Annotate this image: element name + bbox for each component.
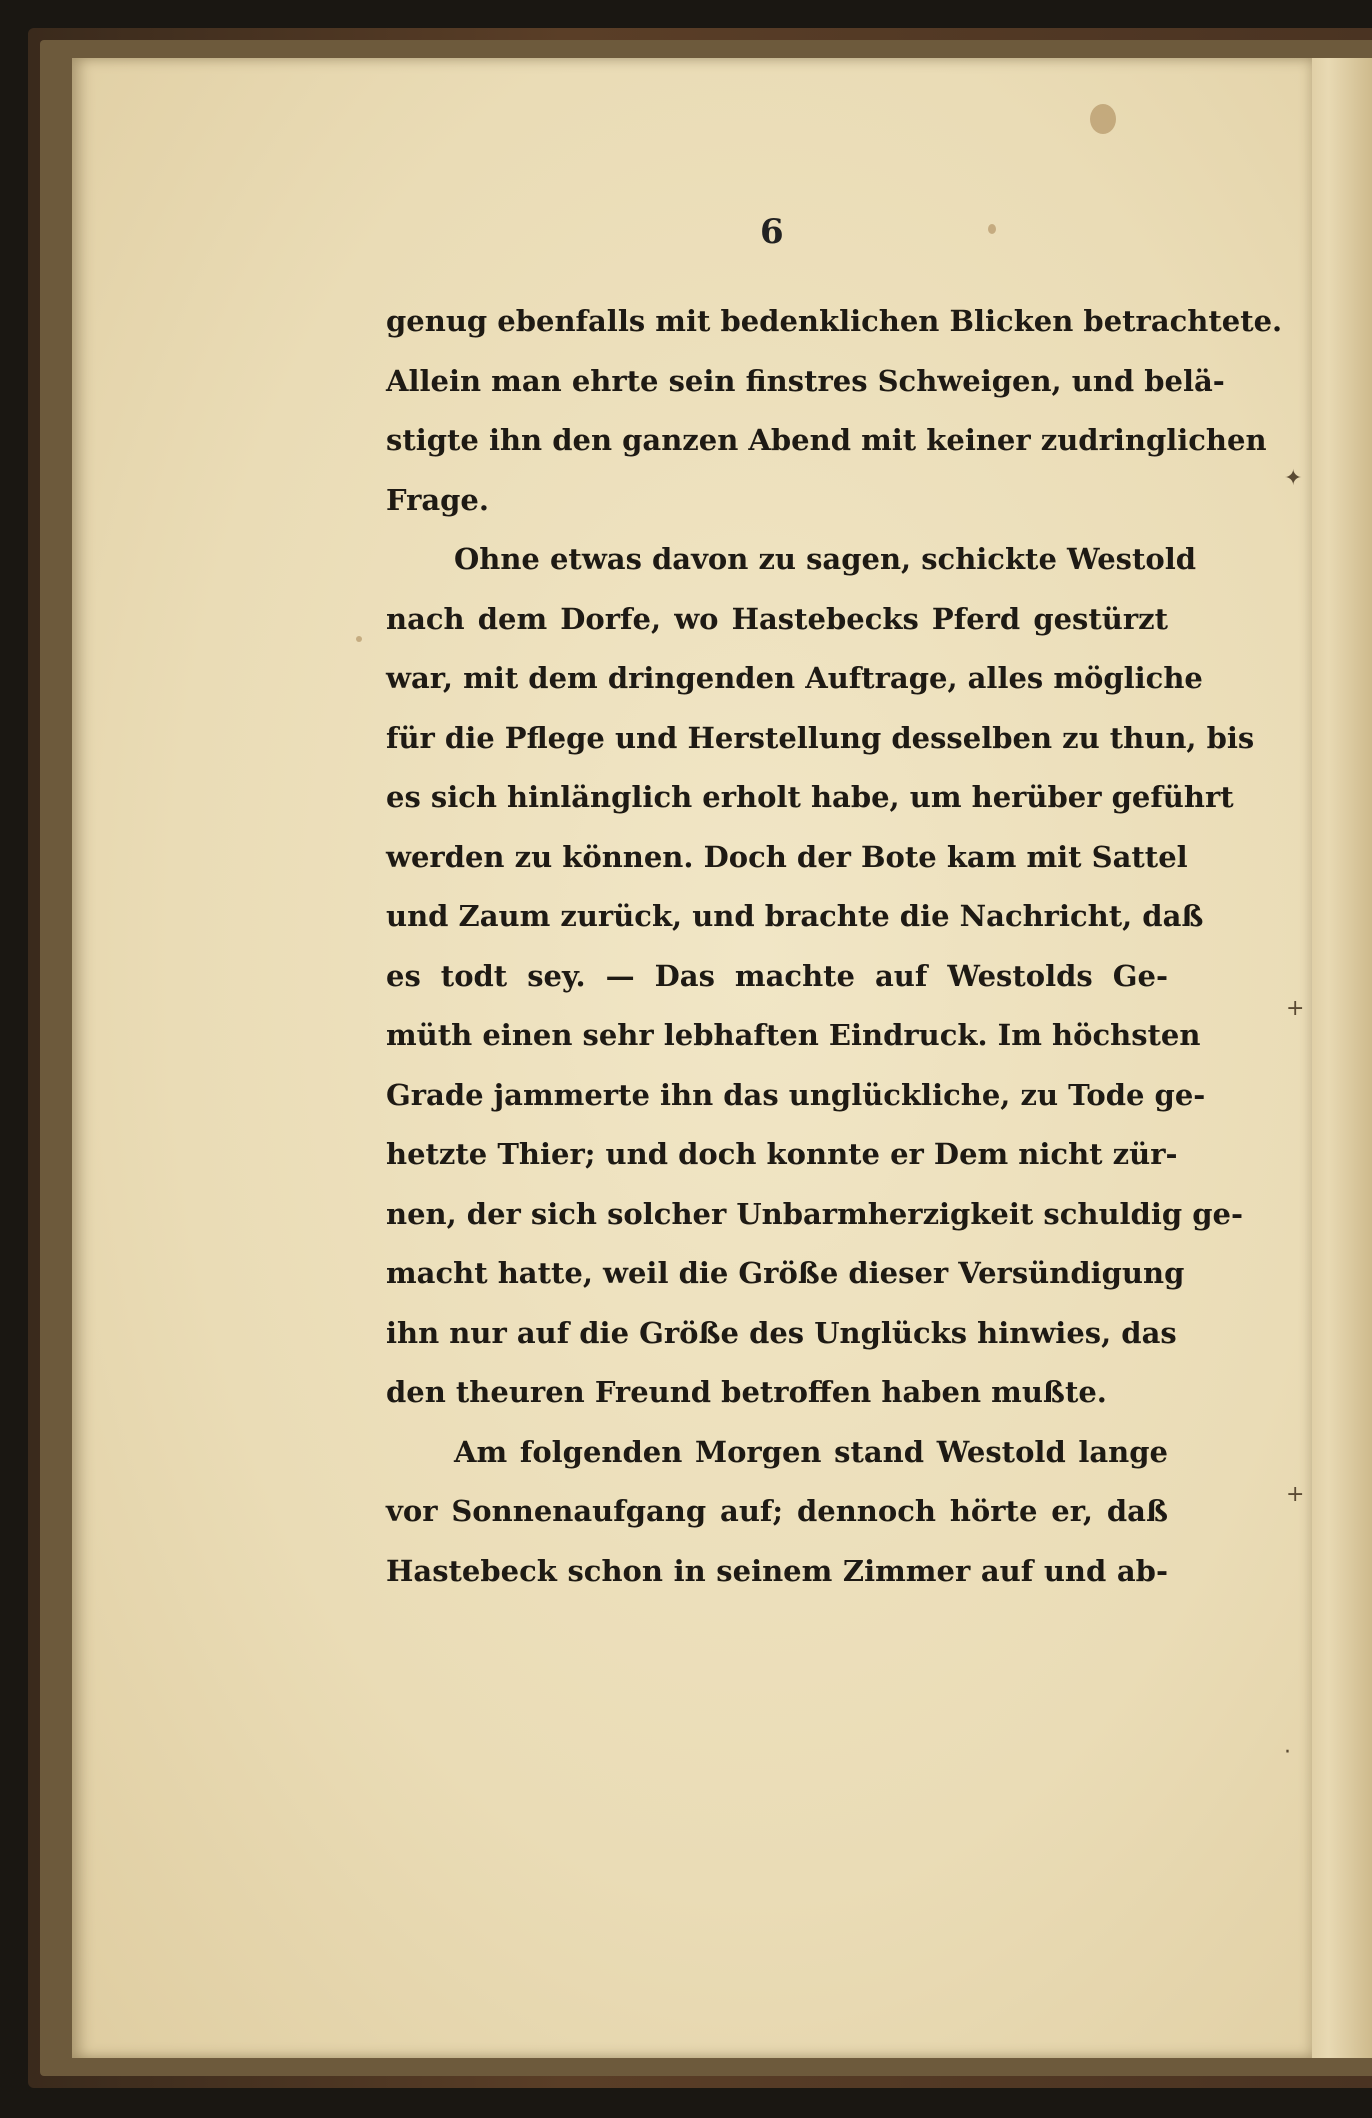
margin-mark: ✦: [1284, 466, 1303, 491]
text-line: vor Sonnenaufgang auf; dennoch hörte er, daß: [386, 1494, 1168, 1528]
margin-mark: +: [1286, 1482, 1305, 1507]
text-line: nen, der sich solcher Unbarmherzigkeit schuldig ge-: [386, 1196, 1243, 1231]
text-line: genug ebenfalls mit bedenklichen Blicken betrachtete.: [386, 304, 1283, 338]
paragraph: [386, 530, 1255, 1423]
text-line: hetzte Thier; und doch konnte er Dem nicht zür-: [386, 1137, 1178, 1171]
foxing-spot: [988, 224, 996, 234]
body-text: [386, 292, 1283, 1601]
text-line: stigte ihn den ganzen Abend mit keiner zudringlichen: [386, 423, 1267, 457]
page-number: 6: [760, 212, 784, 252]
margin-mark: +: [1286, 996, 1305, 1021]
text-line: macht hatte, weil die Größe dieser Versündigung: [386, 1256, 1185, 1290]
text-line: Frage.: [386, 482, 489, 517]
text-line: werden zu können. Doch der Bote kam mit Sattel: [386, 839, 1188, 874]
text-line: Grade jammerte ihn das unglückliche, zu Tode ge-: [386, 1077, 1206, 1112]
text-line: war, mit dem dringenden Auftrage, alles mögliche: [386, 661, 1203, 695]
text-line: Am folgenden Morgen stand Westold lange: [454, 1434, 1168, 1469]
text-line: müth einen sehr lebhaften Eindruck. Im höchsten: [386, 1018, 1201, 1052]
text-line: nach dem Dorfe, wo Hastebecks Pferd gestürzt: [386, 601, 1168, 636]
text-line: für die Pflege und Herstellung desselben zu thun, bis: [386, 720, 1255, 755]
paragraph: [386, 292, 1283, 530]
paragraph: [386, 1423, 1168, 1602]
text-line: den theuren Freund betroffen haben mußte.: [386, 1375, 1107, 1409]
foxing-spot: [356, 636, 362, 642]
foxing-spot: [1090, 104, 1116, 134]
text-line: es sich hinlänglich erholt habe, um herüber geführt: [386, 780, 1234, 814]
text-line: Ohne etwas davon zu sagen, schickte Westold: [454, 542, 1197, 576]
text-line: Hastebeck schon in seinem Zimmer auf und ab-: [386, 1553, 1168, 1588]
text-line: es todt sey. — Das machte auf Westolds Ge-: [386, 958, 1168, 993]
text-line: und Zaum zurück, und brachte die Nachricht, daß: [386, 899, 1204, 933]
text-line: ihn nur auf die Größe des Unglücks hinwies, das: [386, 1315, 1177, 1350]
text-line: Allein man ehrte sein finstres Schweigen, und belä-: [386, 363, 1225, 398]
margin-mark: ·: [1284, 1740, 1291, 1765]
